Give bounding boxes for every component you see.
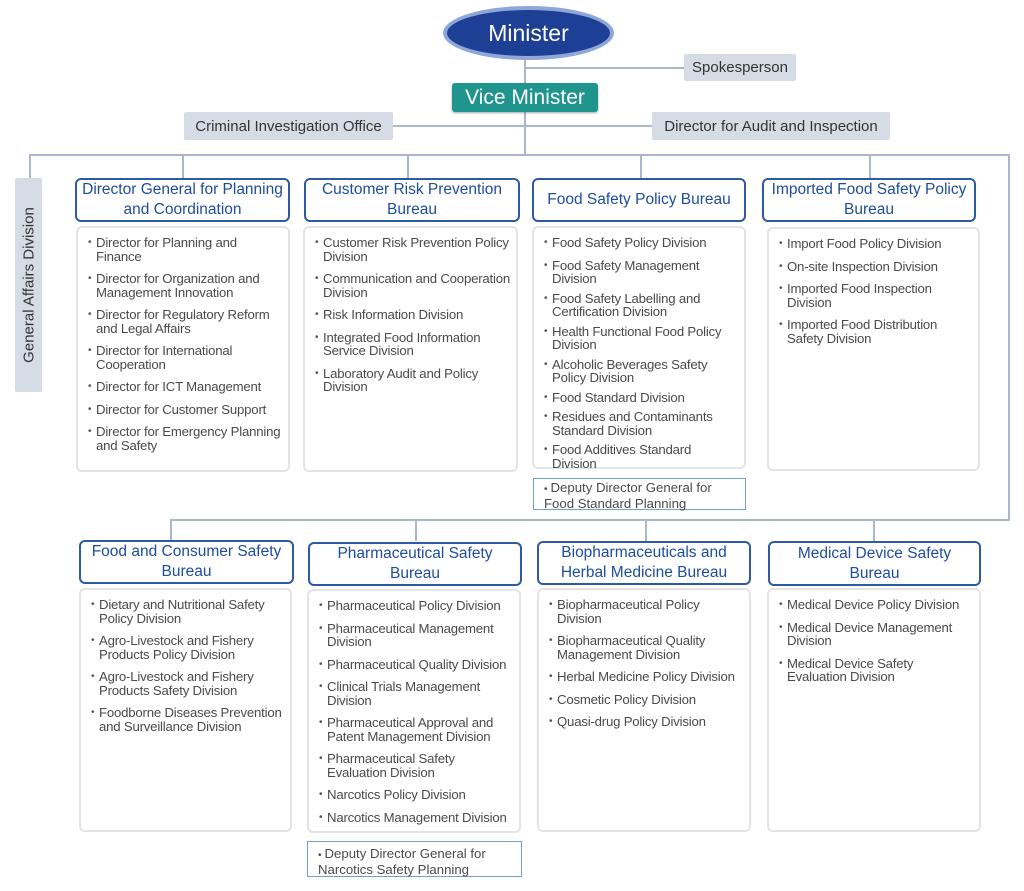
list-item: • Import Food Policy Division <box>779 237 972 251</box>
list-item: • Director for Customer Support <box>88 403 282 417</box>
list-item: • Narcotics Policy Division <box>319 788 513 802</box>
bureau-planning-body <box>76 226 290 472</box>
list-item: • Agro-Livestock and Fishery Products Safety Division <box>91 670 284 697</box>
list-item: • Clinical Trials Management Division <box>319 680 513 707</box>
list-item: • Medical Device Policy Division <box>779 598 973 612</box>
list-item: • Director for Regulatory Reform and Legal Affairs <box>88 308 282 335</box>
list-item: • Quasi-drug Policy Division <box>549 715 743 729</box>
list-item: • Narcotics Management Division <box>319 811 513 825</box>
connector-spokesperson <box>525 67 685 69</box>
list-item: • Pharmaceutical Approval and Patent Management Division <box>319 716 513 743</box>
connector-b1 <box>182 154 184 179</box>
bureau-imported-food-header <box>762 178 976 222</box>
connector-row2 <box>170 519 1010 521</box>
list-item: • On-site Inspection Division <box>779 260 972 274</box>
list-item: • Risk Information Division <box>315 308 510 322</box>
bureau-food-safety-policy-header <box>532 178 746 222</box>
minister-label: Minister <box>488 19 569 46</box>
bureau-food-consumer-body <box>79 588 292 832</box>
criminal-investigation-label: Criminal Investigation Office <box>195 117 382 135</box>
list-item: • Herbal Medicine Policy Division <box>549 670 743 684</box>
minister-node <box>447 10 610 56</box>
list-item: • Alcoholic Beverages Safety Policy Division <box>544 358 738 385</box>
bureau-title: Customer Risk Prevention Bureau <box>321 181 503 218</box>
bureau-planning-header <box>75 178 290 222</box>
bureau-pharmaceutical-body <box>307 589 521 833</box>
list-item: • Foodborne Diseases Prevention and Surveillance Division <box>91 706 284 733</box>
list-item: • Imported Food Inspection Division <box>779 282 972 309</box>
list-item: • Director for Planning and Finance <box>88 236 282 263</box>
list-item: • Pharmaceutical Management Division <box>319 622 513 649</box>
deputy-label <box>544 481 739 510</box>
connector-b4 <box>869 154 871 179</box>
bureau-customer-risk-header <box>304 178 520 222</box>
bureau-pharmaceutical-header <box>308 542 522 586</box>
list-item: • Laboratory Audit and Policy Division <box>315 367 510 394</box>
bureau-title: Director General for Planning and Coordination <box>82 181 283 218</box>
list-item: • Cosmetic Policy Division <box>549 693 743 707</box>
list-item: • Director for Emergency Planning and Safety <box>88 425 282 452</box>
spokesperson-node <box>684 54 796 81</box>
list-item: • Food Standard Division <box>544 391 738 405</box>
audit-inspection-node <box>652 112 890 140</box>
bureau-title: Medical Device Safety Bureau <box>797 544 952 582</box>
general-affairs-node <box>15 178 42 392</box>
bureau-medical-device-body <box>767 588 981 832</box>
list-item: • Director for Organization and Management Innovation <box>88 272 282 299</box>
criminal-investigation-node <box>184 112 393 140</box>
list-item: • Health Functional Food Policy Division <box>544 325 738 352</box>
bureau-title: Food and Consumer Safety Bureau <box>91 543 282 580</box>
spokesperson-label: Spokesperson <box>692 59 788 76</box>
connector-right-trunk <box>1008 154 1010 521</box>
list-item: • Communication and Cooperation Division <box>315 272 510 299</box>
bureau-medical-device-header <box>768 541 981 586</box>
list-item: • Pharmaceutical Safety Evaluation Division <box>319 752 513 779</box>
connector-b3 <box>640 154 642 179</box>
list-item: • Pharmaceutical Policy Division <box>319 599 513 613</box>
deputy-food-standard-planning <box>533 478 746 510</box>
bureau-biopharma-body <box>537 588 751 832</box>
list-item: • Food Safety Labelling and Certification Division <box>544 292 738 319</box>
list-item: • Dietary and Nutritional Safety Policy Division <box>91 598 284 625</box>
bureau-title: Biopharmaceuticals and Herbal Medicine Bureau <box>560 544 728 581</box>
connector-staff-row <box>392 125 654 127</box>
deputy-text: Deputy Director General for Food Standard Planning <box>544 480 712 511</box>
bureau-imported-food-body <box>767 227 980 471</box>
list-item: • Pharmaceutical Quality Division <box>319 658 513 672</box>
bureau-customer-risk-body <box>303 226 518 472</box>
list-item: • Biopharmaceutical Policy Division <box>549 598 743 625</box>
connector-row1 <box>29 154 1010 156</box>
connector-b2 <box>407 154 409 179</box>
connector-b5 <box>170 519 172 541</box>
audit-inspection-label: Director for Audit and Inspection <box>664 117 878 135</box>
list-item: • Residues and Contaminants Standard Division <box>544 410 738 437</box>
list-item: • Food Additives Standard Division <box>544 443 738 470</box>
list-item: • Director for ICT Management <box>88 380 282 394</box>
bureau-biopharma-header <box>537 541 751 585</box>
connector-b8 <box>873 519 875 541</box>
bureau-food-safety-policy-body <box>532 226 746 469</box>
vice-minister-label: Vice Minister <box>465 85 585 109</box>
general-affairs-label: General Affairs Division <box>20 207 37 363</box>
bureau-title: Food Safety Policy Bureau <box>547 191 731 208</box>
deputy-narcotics-safety-planning <box>307 841 522 877</box>
bureau-title: Pharmaceutical Safety Bureau <box>337 545 493 582</box>
list-item: • Food Safety Management Division <box>544 259 738 286</box>
deputy-text: Deputy Director General for Narcotics Safety Planning <box>318 846 486 877</box>
bullet-icon: • <box>544 484 548 495</box>
list-item: • Imported Food Distribution Safety Division <box>779 318 972 345</box>
deputy-label <box>318 844 515 876</box>
connector-gad <box>29 154 31 179</box>
list-item: • Food Safety Policy Division <box>544 236 738 250</box>
list-item: • Customer Risk Prevention Policy Division <box>315 236 510 263</box>
list-item: • Director for International Cooperation <box>88 344 282 371</box>
bureau-title: Imported Food Safety Policy Bureau <box>771 181 967 218</box>
bullet-icon: • <box>318 850 322 861</box>
vice-minister-node <box>452 83 598 112</box>
list-item: • Medical Device Safety Evaluation Division <box>779 657 973 684</box>
bureau-food-consumer-header <box>79 540 294 584</box>
connector-b6 <box>415 519 417 541</box>
list-item: • Agro-Livestock and Fishery Products Policy Division <box>91 634 284 661</box>
list-item: • Biopharmaceutical Quality Management Division <box>549 634 743 661</box>
connector-b7 <box>645 519 647 541</box>
list-item: • Integrated Food Information Service Division <box>315 331 510 358</box>
list-item: • Medical Device Management Division <box>779 621 973 648</box>
